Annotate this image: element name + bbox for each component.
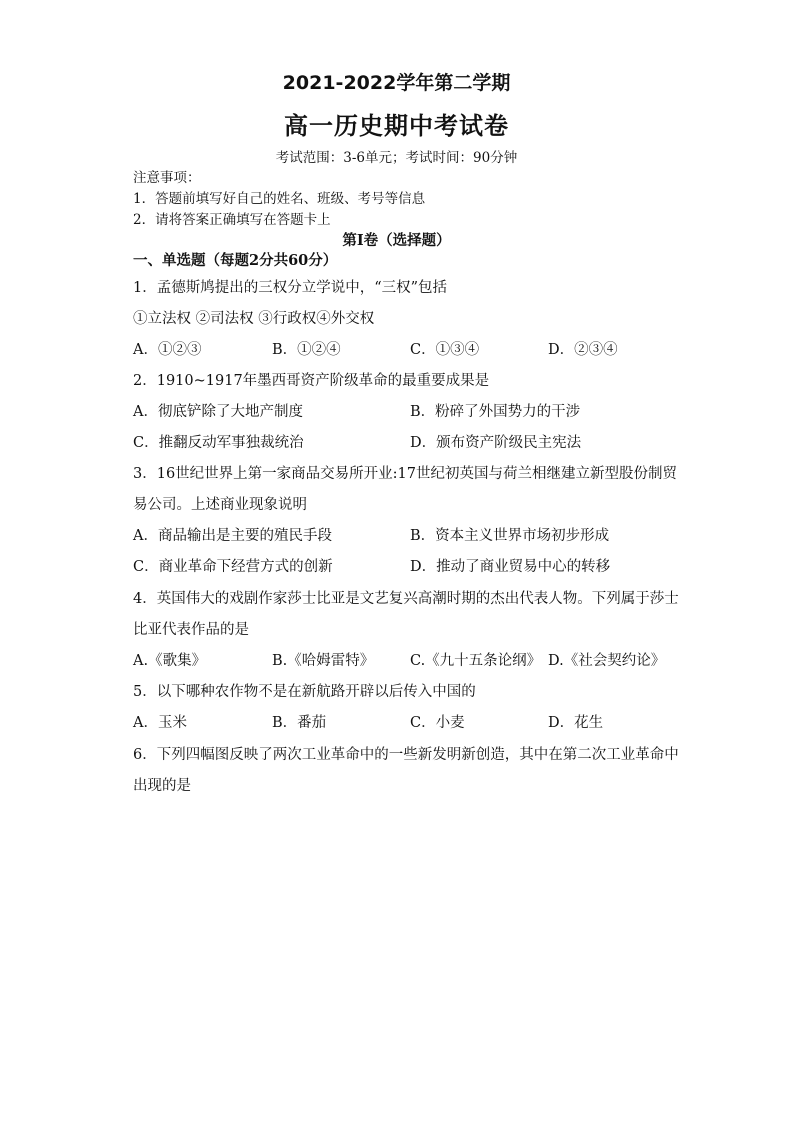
- question-1-stem-line2: ①立法权 ②司法权 ③行政权④外交权: [133, 311, 375, 327]
- question-5-option-c: C．小麦: [410, 715, 465, 731]
- question-4-stem: 4．英国伟大的戏剧作家莎士比亚是文艺复兴高潮时期的杰出代表人物。下列属于莎士: [133, 591, 679, 607]
- question-2-option-b: B．粉碎了外国势力的干涉: [410, 404, 581, 420]
- question-1-stem: 1．孟德斯鸠提出的三权分立学说中，“三权”包括: [133, 280, 448, 296]
- notes-heading: 注意事项：: [133, 170, 201, 186]
- question-2-option-a: A．彻底铲除了大地产制度: [133, 404, 303, 420]
- question-2-stem: 2．1910~1917年墨西哥资产阶级革命的最重要成果是: [133, 373, 490, 389]
- question-3-option-d: D．推动了商业贸易中心的转移: [410, 559, 611, 575]
- question-3-stem-line2: 易公司。上述商业现象说明: [133, 497, 307, 513]
- question-4-option-c: C.《九十五条论纲》: [410, 653, 542, 669]
- question-1-option-d: D．②③④: [548, 342, 618, 358]
- question-1-option-a: A．①②③: [133, 342, 202, 358]
- note-item: 1．答题前填写好自己的姓名、班级、考号等信息: [133, 191, 426, 207]
- group-title: 一、单选题（每题2分共60分）: [133, 252, 338, 269]
- question-5-option-d: D．花生: [548, 715, 604, 731]
- question-4-option-a: A.《歌集》: [133, 653, 207, 669]
- question-1-option-b: B．①②④: [272, 342, 341, 358]
- question-3-option-b: B．资本主义世界市场初步形成: [410, 528, 610, 544]
- note-item: 2．请将答案正确填写在答题卡上: [133, 212, 331, 228]
- question-5-option-b: B．番茄: [272, 715, 327, 731]
- exam-scope-time: 考试范围：3-6单元；考试时间：90分钟: [275, 150, 518, 166]
- question-6-stem: 6．下列四幅图反映了两次工业革命中的一些新发明新创造，其中在第二次工业革命中: [133, 747, 679, 763]
- question-2-option-c: C．推翻反动军事独裁统治: [133, 435, 304, 451]
- question-2-option-d: D．颁布资产阶级民主宪法: [410, 435, 582, 451]
- question-5-option-a: A．玉米: [133, 715, 187, 731]
- question-4-option-b: B.《哈姆雷特》: [272, 653, 375, 669]
- exam-title: 高一历史期中考试卷: [284, 112, 509, 140]
- question-4-stem-line2: 比亚代表作品的是: [133, 622, 249, 638]
- question-1-option-c: C．①③④: [410, 342, 480, 358]
- question-3-option-a: A．商品输出是主要的殖民手段: [133, 528, 332, 544]
- part-title: 第I卷（选择题）: [342, 232, 451, 249]
- semester-title: 2021-2022学年第二学期: [282, 72, 511, 94]
- question-6-stem-line2: 出现的是: [133, 778, 191, 794]
- question-4-option-d: D.《社会契约论》: [548, 653, 666, 669]
- question-5-stem: 5．以下哪种农作物不是在新航路开辟以后传入中国的: [133, 684, 476, 700]
- question-3-option-c: C．商业革命下经营方式的创新: [133, 559, 333, 575]
- question-3-stem: 3．16世纪世界上第一家商品交易所开业:17世纪初英国与荷兰相继建立新型股份制贸: [133, 466, 678, 482]
